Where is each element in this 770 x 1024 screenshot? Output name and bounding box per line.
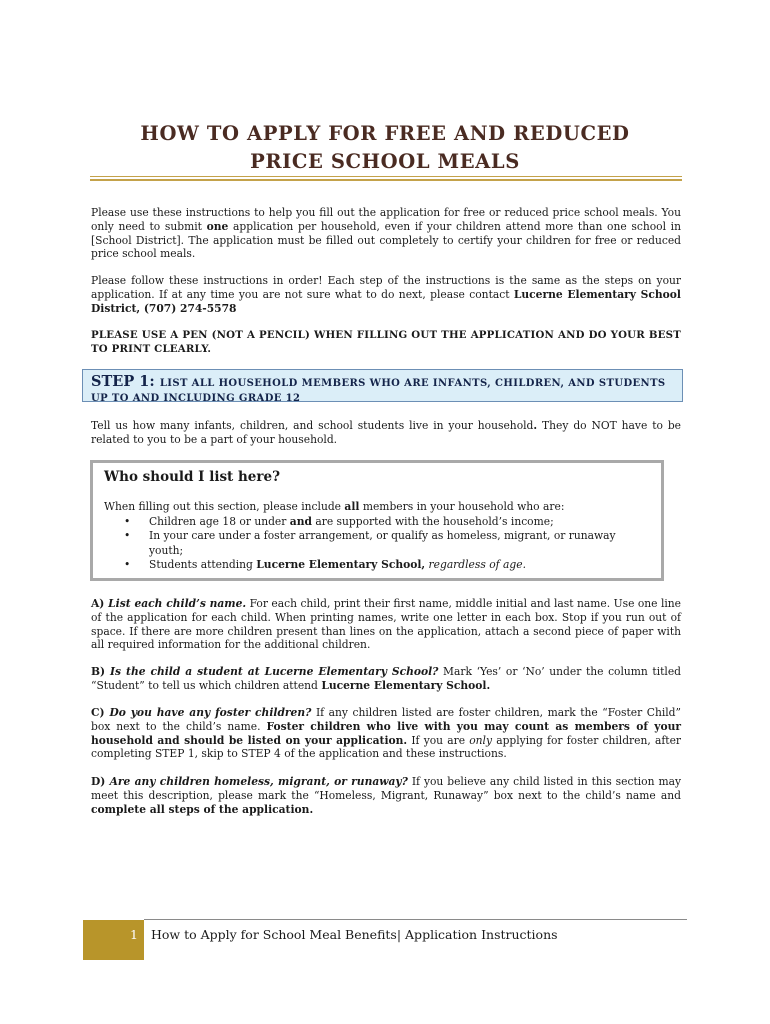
section-d-text: If you believe any child listed in this section may meet this description, please mark the “Homeless, Migrant, Runaway” box next to the child’s name and: [91, 775, 681, 802]
list-item: [104, 558, 644, 572]
section-d-label: D): [91, 775, 110, 788]
section-a-title: List each child’s name.: [108, 597, 247, 610]
section-b: [91, 665, 681, 693]
page-title-line2: PRICE SCHOOL MEALS: [250, 150, 520, 173]
page-number-box: [83, 920, 144, 960]
list-item: [104, 515, 644, 529]
who-intro-b: members in your household who are:: [359, 500, 565, 513]
section-c-bold: Foster children who live with you may count as members of your household and should be listed on your application.: [91, 719, 681, 747]
footer-title: How to Apply for School Meal Benefits| Application Instructions: [151, 927, 558, 942]
who-box-title: Who should I list here?: [104, 469, 281, 485]
who-box-list: [104, 515, 644, 573]
item3-a: Students attending: [149, 558, 257, 572]
section-d-bold: complete all steps of the application.: [91, 802, 314, 816]
section-a-text: For each child, print their first name, middle initial and last name. Use one line of the application for each child. When printing names, write one letter in each box. Stop if you run out of space. If there are more children present than lines on the application, attach a second piece of paper with all required information for the additional children.: [91, 597, 682, 652]
section-c-text3: applying for foster children, after completing STEP 1, skip to STEP 4 of the application and these instructions.: [91, 733, 682, 761]
who-box-intro: [104, 500, 564, 514]
who-intro-bold: all: [344, 500, 360, 513]
item1-a: Children age 18 or under: [149, 515, 290, 528]
list-item: [104, 529, 644, 558]
step1-desc-c: They do NOT have to be related to you to be a part of your household.: [91, 419, 681, 446]
section-b-title: Is the child a student at Lucerne Elementary School?: [110, 665, 439, 678]
step1-title-line2: UP TO AND INCLUDING GRADE 12: [91, 393, 301, 404]
who-should-i-list-box: [90, 460, 664, 581]
section-b-label: B): [91, 665, 111, 678]
item1-bold: and: [289, 515, 312, 528]
section-c-label: C): [91, 706, 110, 719]
section-c-text2: If you are: [407, 733, 470, 747]
section-c: [91, 706, 681, 761]
section-c-title: Do you have any foster children?: [109, 706, 312, 719]
section-c-text1: If any children listed are foster children, mark the “Foster Child” box next to the child’s name.: [91, 706, 681, 733]
intro-p1-text-b: application per household, even if your children attend more than one school in [School District]. The application must be filled out completely to certify your children for free or reduced price school meals.: [91, 219, 681, 261]
page-title: [90, 120, 680, 176]
intro-paragraph-2: [91, 274, 681, 315]
step1-label: STEP 1:: [91, 373, 155, 390]
item3-bold: Lucerne Elementary School,: [256, 558, 426, 572]
section-a: [91, 597, 681, 652]
page-title-line1: HOW TO APPLY FOR FREE AND REDUCED: [140, 122, 630, 145]
section-b-bold: Lucerne Elementary School.: [321, 678, 491, 692]
section-d-title: Are any children homeless, migrant, or runaway?: [109, 775, 408, 788]
item1-b: are supported with the household’s income;: [311, 515, 554, 528]
intro-paragraph-1: [91, 206, 681, 261]
section-c-italic: only: [469, 733, 493, 747]
intro-p2-text: Please follow these instructions in order! Each step of the instructions is the same as the steps on your application. If at any time you are not sure what to do next, please contact: [91, 274, 681, 301]
bullet-icon: •: [124, 529, 131, 543]
title-divider: [90, 176, 682, 181]
district-contact: Lucerne Elementary School District, (707) 274-5578: [91, 287, 681, 315]
bullet-icon: •: [124, 558, 131, 572]
step1-title-line1: LIST ALL HOUSEHOLD MEMBERS WHO ARE INFANTS, CHILDREN, AND STUDENTS: [159, 378, 666, 389]
intro-p1-text-a: Please use these instructions to help you fill out the application for free or reduced price school meals. You only need to submit: [91, 206, 681, 233]
page-number: 1: [130, 927, 138, 942]
who-intro-a: When filling out this section, please include: [104, 500, 345, 513]
pen-instruction: PLEASE USE A PEN (NOT A PENCIL) WHEN FILLING OUT THE APPLICATION AND DO YOUR BEST TO PRINT CLEARLY.: [91, 329, 681, 355]
item2: In your care under a foster arrangement, or qualify as homeless, migrant, or runaway youth;: [149, 529, 616, 557]
section-b-text: Mark ‘Yes’ or ‘No’ under the column titled “Student” to tell us which children attend: [91, 665, 682, 692]
step1-desc-period: .: [533, 419, 538, 432]
intro-p1-bold: one: [206, 219, 229, 233]
footer-divider: [144, 919, 687, 920]
step1-description: [91, 419, 681, 447]
item3-italic: regardless of age.: [425, 558, 526, 572]
section-d: [91, 775, 681, 816]
section-a-label: A): [91, 597, 109, 610]
step1-desc-a: Tell us how many infants, children, and school students live in your household: [91, 419, 534, 432]
bullet-icon: •: [124, 515, 131, 528]
step1-header: [82, 369, 683, 402]
